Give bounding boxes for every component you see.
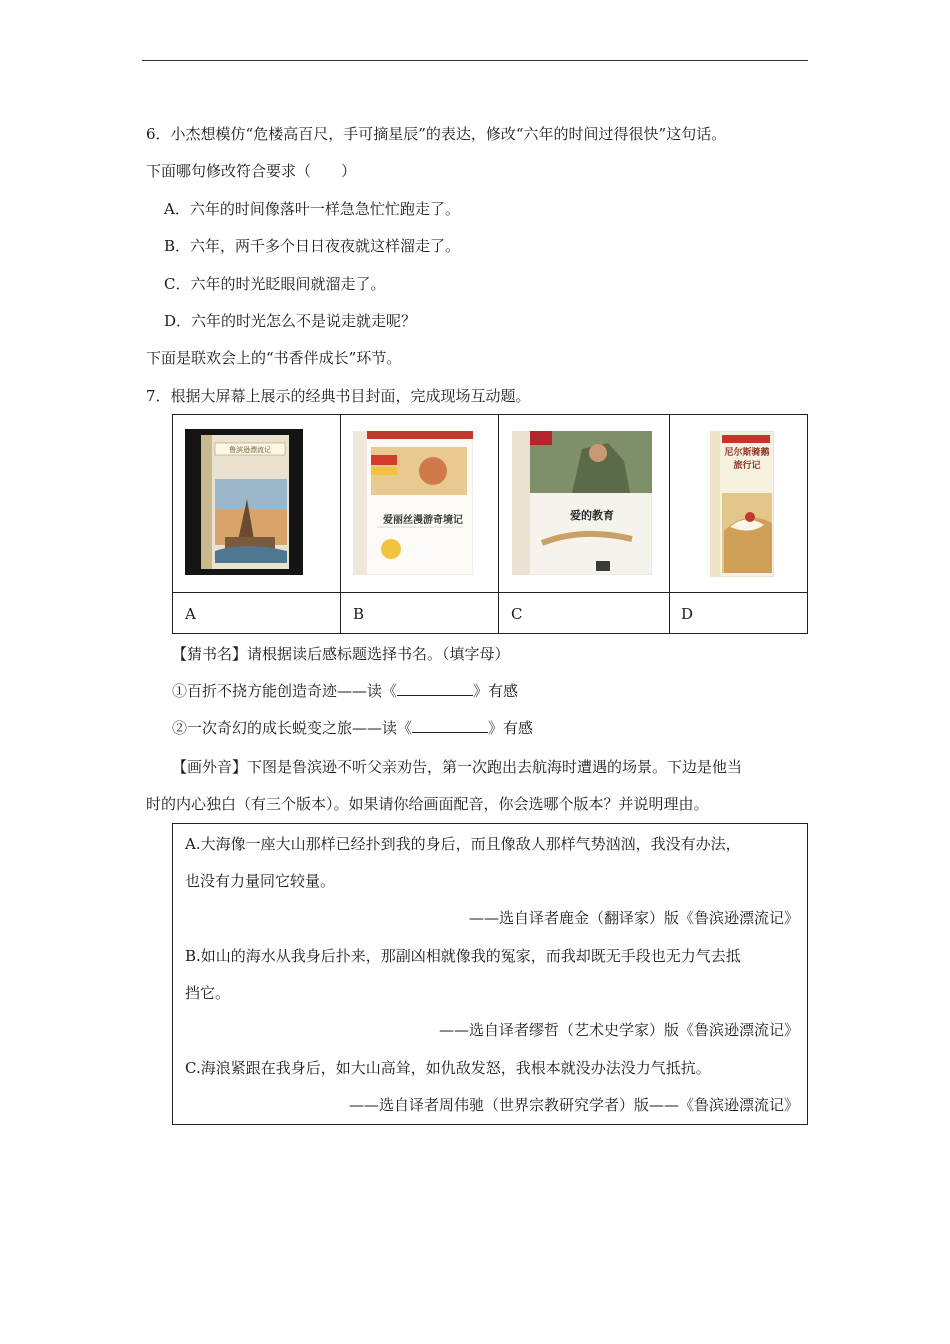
q6-stem-line2: 下面哪句修改符合要求（ ） — [146, 162, 357, 180]
q6-option-b: B．六年，两千多个日日夜夜就这样溜走了。 — [164, 237, 461, 255]
guess-2-suffix: 》有感 — [488, 719, 534, 737]
version-b-source: ——选自译者缪哲（艺术史学家）版《鲁滨逊漂流记》 — [438, 1021, 799, 1039]
guess-1-prefix: ①百折不挠方能创造奇迹——读《 — [172, 682, 398, 700]
version-b-line2: 挡它。 — [185, 984, 231, 1002]
cover-a-title: 鲁滨逊漂流记 — [229, 446, 271, 454]
guess-2-blank[interactable] — [412, 718, 488, 733]
cover-c-title: 爱的教育 — [570, 509, 614, 522]
section-intro: 下面是联欢会上的“书香伴成长”环节。 — [146, 349, 402, 367]
version-a-line1: A.大海像一座大山那样已经扑到我的身后，而且像敌人那样气势汹汹，我没有办法， — [185, 835, 741, 853]
guess-1-suffix: 》有感 — [473, 682, 519, 700]
q6-stem-line1: 6．小杰想模仿“危楼高百尺，手可摘星辰”的表达，修改“六年的时间过得很快”这句话。 — [146, 125, 727, 143]
q6-option-d: D．六年的时光怎么不是说走就走呢？ — [164, 312, 417, 330]
guess-1-blank[interactable] — [397, 681, 473, 696]
version-c-line1: C.海浪紧跟在我身后，如大山高耸，如仇敌发怒，我根本就没办法没力气抵抗。 — [185, 1059, 711, 1077]
voice-line-1: 【画外音】下图是鲁滨逊不听父亲劝告，第一次跑出去航海时遭遇的场景。下边是他当 — [172, 758, 743, 776]
translation-versions-box — [172, 823, 808, 1125]
cover-d-image — [710, 431, 774, 577]
cover-label-a: A — [185, 605, 196, 623]
cover-d-title: 尼尔斯骑鹅旅行记 — [724, 448, 770, 471]
q7-stem: 7．根据大屏幕上展示的经典书目封面，完成现场互动题。 — [146, 387, 531, 405]
book-cover-table — [172, 414, 808, 634]
guess-item-1 — [172, 681, 518, 701]
cover-a-image — [185, 429, 303, 575]
version-a-line2: 也没有力量同它较量。 — [185, 872, 336, 890]
version-b-line1: B.如山的海水从我身后扑来，那副凶相就像我的冤家，而我却既无手段也无力气去抵 — [185, 947, 741, 965]
header-rule — [142, 60, 808, 61]
cover-b-title: 爱丽丝漫游奇境记 — [383, 515, 463, 526]
cover-label-d: D — [681, 605, 694, 623]
cover-c-image — [512, 431, 652, 575]
guess-heading: 【猜书名】请根据读后感标题选择书名。（填字母） — [172, 645, 510, 663]
cover-b-image — [353, 431, 473, 575]
cover-label-c: C — [511, 605, 523, 623]
version-a-source: ——选自译者鹿金（翻译家）版《鲁滨逊漂流记》 — [468, 909, 799, 927]
guess-item-2 — [172, 718, 533, 738]
q6-option-a: A．六年的时间像落叶一样急急忙忙跑走了。 — [164, 200, 460, 218]
version-c-source: ——选自译者周伟驰（世界宗教研究学者）版——《鲁滨逊漂流记》 — [348, 1096, 799, 1114]
voice-line-2: 时的内心独白（有三个版本）。如果请你给画面配音，你会选哪个版本？并说明理由。 — [146, 795, 709, 813]
q6-option-c: C．六年的时光眨眼间就溜走了。 — [164, 275, 386, 293]
guess-2-prefix: ②一次奇幻的成长蜕变之旅——读《 — [172, 719, 413, 737]
cover-label-b: B — [353, 605, 365, 623]
